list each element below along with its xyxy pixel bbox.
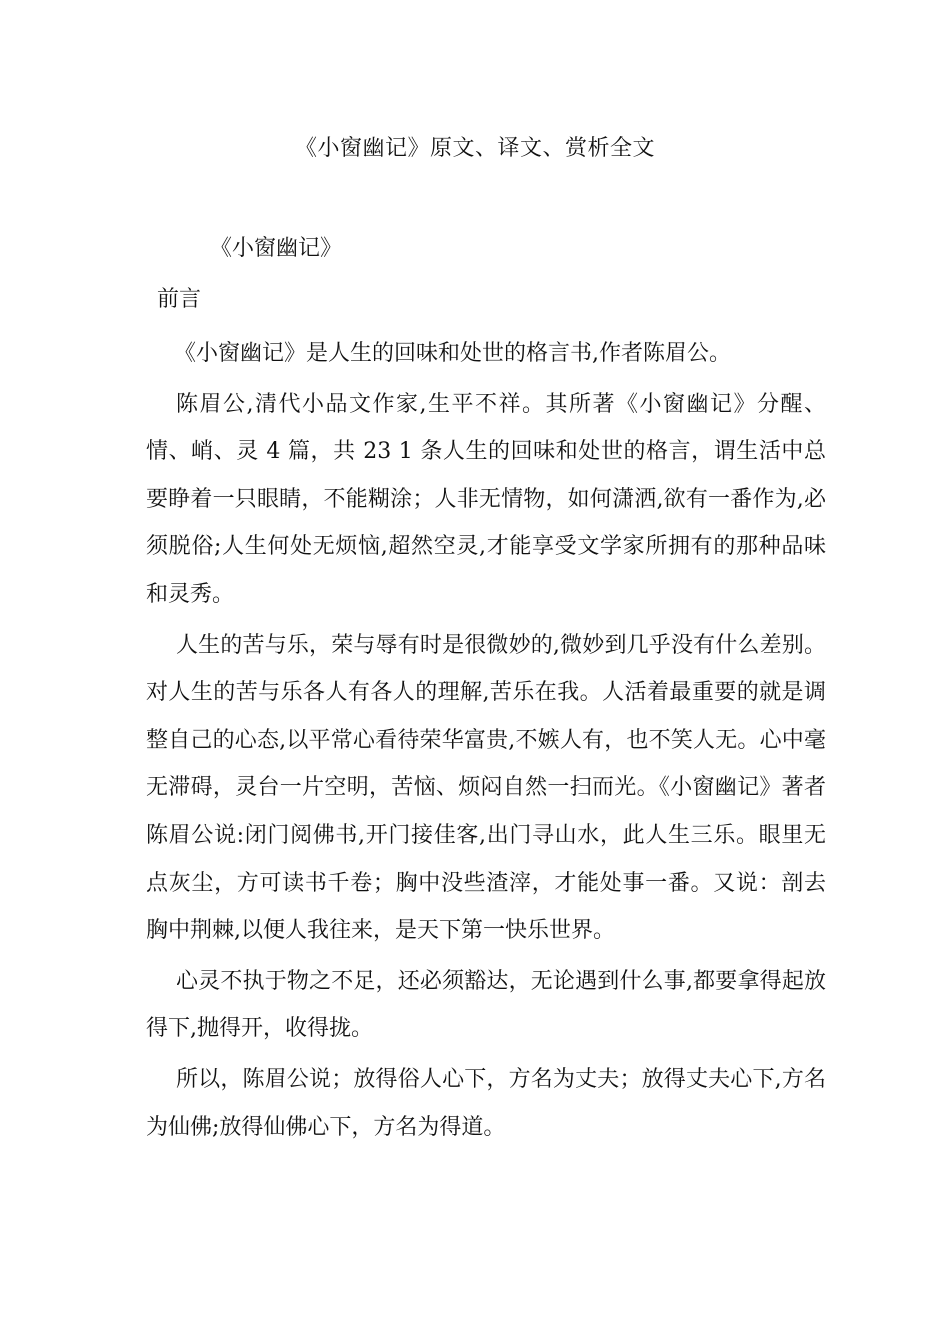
paragraph: 心灵不执于物之不足，还必须豁达，无论遇到什么事,都要拿得起放得下,抛得开，收得拢。 [146, 968, 826, 1042]
paragraph: 《小窗幽记》是人生的回味和处世的格言书,作者陈眉公。 [174, 341, 731, 366]
paragraph: 所以，陈眉公说；放得俗人心下，方名为丈夫；放得丈夫心下,方名为仙佛;放得仙佛心下，方名为得道。 [146, 1066, 826, 1140]
paragraph: 人生的苦与乐，荣与辱有时是很微妙的,微妙到几乎没有什么差别。对人生的苦与乐各人有各人的理解,苦乐在我。人活着最重要的就是调整自己的心态,以平常心看待荣华富贵,不嫉人有，也不笑人无。心中毫无滞碍，灵台一片空明，苦恼、烦闷自然一扫而光。《小窗幽记》著者陈眉公说:闭门阅佛书,开门接佳客,出门寻山水，此人生三乐。眼里无点灰尘，方可读书千卷；胸中没些渣滓，才能处事一番。又说：剖去胸中荆棘,以便人我往来，是天下第一快乐世界。 [146, 632, 826, 944]
section-heading-preface: 前言 [157, 287, 202, 312]
document-title: 《小窗幽记》原文、译文、赏析全文 [294, 136, 655, 161]
paragraph: 陈眉公,清代小品文作家,生平不祥。其所著《小窗幽记》分醒、情、峭、灵 4 篇，共 23 1 条人生的回味和处世的格言，谓生活中总要睁着一只眼睛，不能糊涂；人非无情物，如何潇洒,欲有一番作为,必须脱俗;人生何处无烦恼,超然空灵,才能享受文学家所拥有的那种品味和灵秀。 [146, 391, 826, 607]
body-text [146, 330, 826, 1154]
book-title: 《小窗幽记》 [210, 236, 343, 261]
